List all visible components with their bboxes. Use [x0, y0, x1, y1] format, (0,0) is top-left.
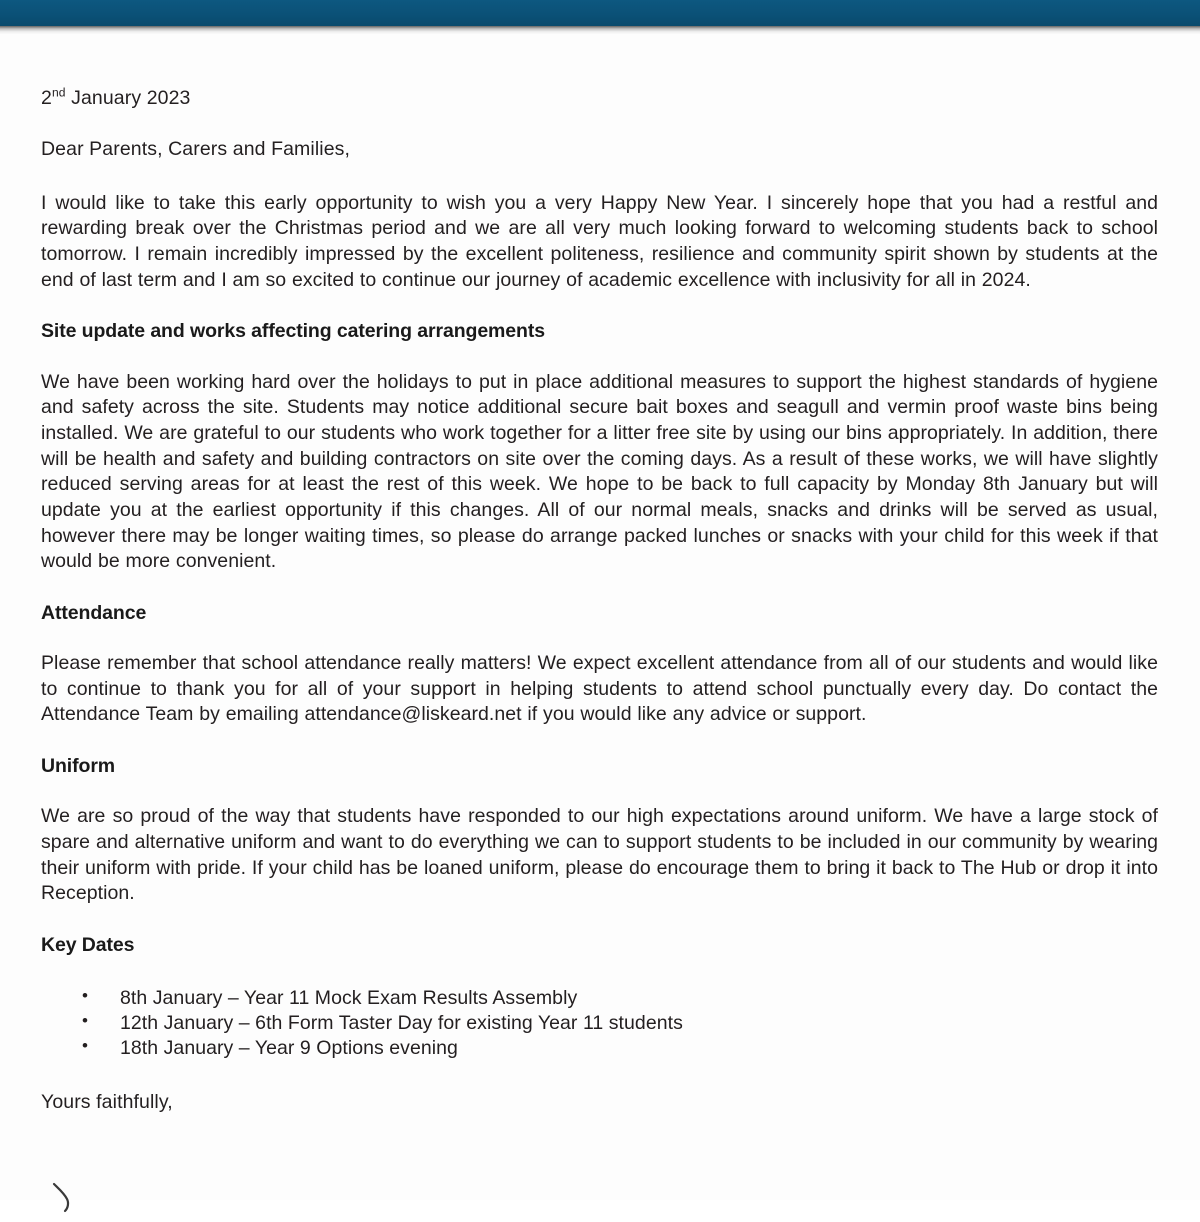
header-banner [0, 0, 1200, 26]
letter-date-month-year: January 2023 [65, 87, 191, 109]
spacer [41, 728, 1158, 754]
spacer [41, 957, 1158, 986]
section-body-uniform: We are so proud of the way that students have responded to our high expectations around uniform. We have a large stock of spare and alternative uniform and want to do everything we can to support students to be included in our community by wearing their uniform with pride. If your child has be loaned uniform, please do encourage them to bring it back to The Hub or drop it into Reception. [41, 805, 1158, 905]
spacer [41, 344, 1158, 370]
section-heading-key-dates: Key Dates [41, 934, 135, 957]
key-dates-list [41, 986, 1158, 1061]
letter-closing: Yours faithfully, [41, 1091, 173, 1114]
spacer [41, 293, 1158, 319]
letter-salutation: Dear Parents, Carers and Families, [41, 138, 351, 161]
letter-date-ordinal-suffix: nd [51, 85, 66, 100]
spacer [41, 625, 1158, 651]
letter-page [0, 35, 1200, 1200]
header-banner-shadow [0, 26, 1200, 35]
spacer [41, 162, 1158, 191]
spacer [41, 778, 1158, 804]
section-heading-uniform: Uniform [41, 755, 116, 778]
spacer [41, 1061, 1158, 1090]
section-heading-attendance: Attendance [41, 601, 147, 624]
letter-date-day: 2 [41, 87, 52, 109]
intro-paragraph: I would like to take this early opportunity to wish you a very Happy New Year. I sincerely hope that you had a restful and rewarding break over the Christmas period and we are all very much looking forward to welcoming students back to school tomorrow. I remain incredibly impressed by the excellent politeness, resilience and community spirit shown by students at the end of last term and I am so excited to continue our journey of academic excellence with inclusivity for all in 2024. [41, 191, 1158, 291]
letter-content [41, 35, 1158, 1115]
spacer [41, 575, 1158, 601]
spacer [41, 907, 1158, 933]
list-item: • 12th January – 6th Form Taster Day for existing Year 11 students [82, 1011, 1158, 1036]
section-body-site-update: We have been working hard over the holidays to put in place additional measures to support the highest standards of hygiene and safety across the site. Students may notice additional secure bait boxes and seagull and vermin proof waste bins being installed. We are grateful to our students who work together for a litter free site by using our bins appropriately. In addition, there will be health and safety and building contractors on site over the coming days. As a result of these works, we will have slightly reduced serving areas for at least the rest of this week. We hope to be back to full capacity by Monday 8th January but will update you at the earliest opportunity if this changes. All of our normal meals, snacks and drinks will be served as usual, however there may be longer waiting times, so please do arrange packed lunches or snacks with your child for this week if that would be more convenient. [41, 370, 1158, 573]
letter-date [41, 86, 1158, 110]
list-item: • 8th January – Year 11 Mock Exam Results Assembly [82, 986, 1158, 1011]
list-item: • 18th January – Year 9 Options evening [82, 1036, 1158, 1061]
section-heading-site-update: Site update and works affecting catering arrangements [41, 320, 545, 343]
section-body-attendance: Please remember that school attendance really matters! We expect excellent attendance from all of our students and would like to continue to thank you for all of your support in helping students to attend school punctually every day. Do contact the Attendance Team by emailing attendance@liskeard.net if you would like any advice or support. [41, 652, 1158, 726]
